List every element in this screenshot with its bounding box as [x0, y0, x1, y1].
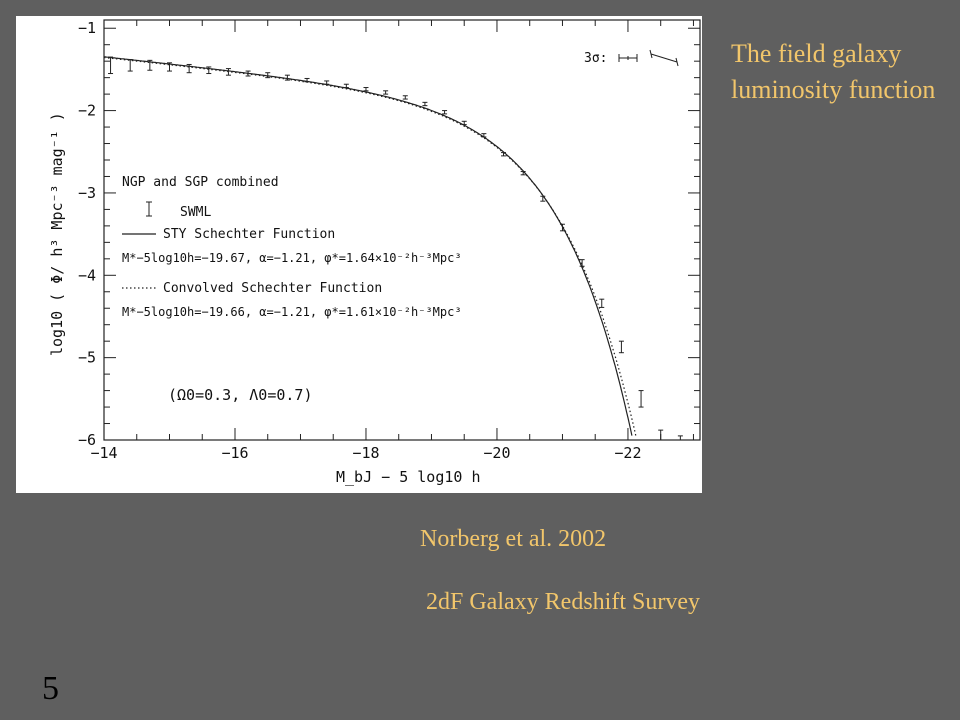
swml-point — [128, 60, 133, 72]
y-tick-label: −3 — [77, 183, 96, 202]
swml-point — [462, 121, 467, 124]
legend-conv-label: Convolved Schechter Function — [163, 281, 383, 296]
swml-point — [639, 391, 644, 407]
swml-point — [305, 78, 310, 81]
luminosity-function-figure — [16, 16, 702, 493]
y-tick-label: −5 — [77, 348, 96, 367]
citation: Norberg et al. 2002 — [420, 526, 607, 552]
swml-point — [285, 75, 290, 80]
y-tick-label: −1 — [77, 19, 96, 38]
swml-point — [108, 57, 113, 73]
legend-sty-params: M*−5log10h=−19.67, α=−1.21, φ*=1.64×10⁻²h⁻³Mpc³ — [122, 251, 462, 265]
swml-point — [619, 341, 624, 353]
y-axis-label: log10 ( Φ/ h³ Mpc⁻³ mag⁻¹ ) — [48, 112, 66, 356]
x-tick-label: −16 — [221, 444, 249, 462]
swml-point — [324, 81, 329, 84]
survey-name: 2dF Galaxy Redshift Survey — [426, 589, 700, 615]
swml-point — [363, 88, 368, 91]
y-tick-label: −2 — [77, 101, 96, 120]
swml-point — [403, 96, 408, 99]
legend-header: NGP and SGP combined — [122, 175, 279, 190]
slide-number: 5 — [42, 670, 59, 707]
swml-point — [344, 84, 349, 87]
swml-point — [442, 111, 447, 114]
legend-conv-params: M*−5log10h=−19.66, α=−1.21, φ*=1.61×10⁻²h⁻³Mpc³ — [122, 305, 462, 319]
sigma-errorbar-symbols — [619, 50, 678, 66]
y-tick-label: −6 — [77, 431, 96, 449]
x-tick-label: −20 — [483, 444, 511, 462]
y-tick-label: −4 — [77, 266, 96, 285]
sigma-label: 3σ: — [584, 51, 608, 66]
luminosity-function-chart — [16, 16, 702, 493]
swml-point — [383, 91, 388, 94]
x-axis-label: M_bJ − 5 log10 h — [336, 468, 481, 486]
x-tick-label: −14 — [90, 444, 118, 462]
slide-title: The field galaxy luminosity function — [731, 39, 936, 104]
swml-point — [226, 69, 231, 76]
legend-sty-label: STY Schechter Function — [163, 227, 336, 242]
legend-swml-symbol — [146, 202, 152, 216]
convolved-schechter-curve — [104, 58, 636, 436]
swml-point — [422, 102, 427, 105]
x-tick-label: −22 — [614, 444, 642, 462]
x-tick-label: −18 — [352, 444, 380, 462]
swml-point — [599, 299, 604, 307]
swml-point — [678, 436, 683, 440]
sty-schechter-curve — [104, 57, 632, 436]
swml-point — [658, 430, 663, 440]
cosmology-label: (Ω0=0.3, Λ0=0.7) — [168, 386, 313, 404]
legend-swml-label: SWML — [180, 205, 212, 220]
